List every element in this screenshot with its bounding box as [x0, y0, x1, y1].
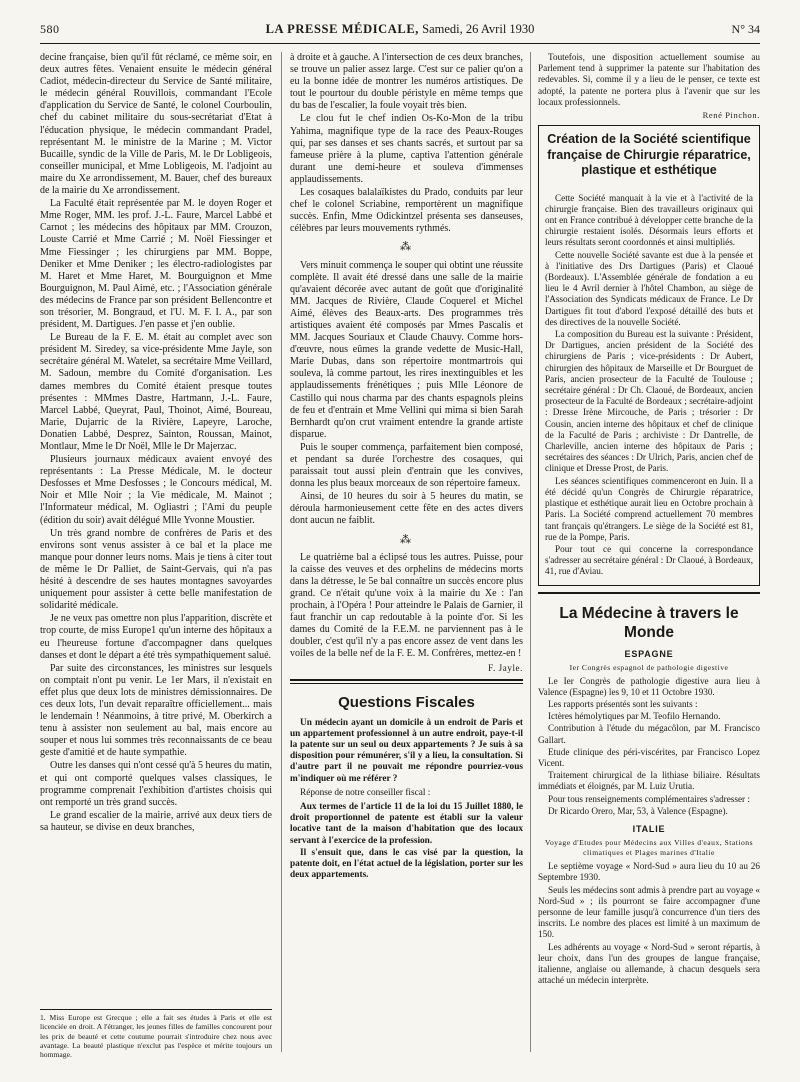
issue-number: N° 34	[731, 22, 760, 36]
section-rule	[538, 592, 760, 594]
col1-paragraph: Le Bureau de la F. E. M. était au complet avec son président M. Siredey, sa vice-présidente Mme Jayle, son secrétaire général M. Watelet, sa secrétaire Mme Veillard, M. Sadoun, membre du Comité d'organisation. Les dames membres du Comité étaient presque toutes présentes : MMmes Dastre, Hartmann, J.-L. Faure, Marcel Labbé, Queyrat, Paul, Thoinot, Aimé, Boureau, Marie, Dujarric de la Rivière, Lapeyre, Laroche, Donatien Labbé, Desprez, Sainton, Roussan, Mainot, Montlaur, Mme le Dr Noël, Mlle le Dr Majerzac.	[40, 332, 272, 452]
page-header	[40, 22, 760, 44]
spain-subheading: Ier Congrès espagnol de pathologie digestive	[569, 662, 729, 672]
country-heading-espagne: ESPAGNE	[624, 648, 674, 659]
column-rule-2	[530, 52, 531, 1052]
fiscal-answer: Aux termes de l'article 11 de la loi du 15 Juillet 1880, le droit proportionnel de patente est établi sur la valeur locative tant de la maison d'habitation que des locaux servant à l'exercice de la profession.	[290, 802, 523, 846]
col2-paragraph: Le clou fut le chef indien Os-Ko-Mon de la tribu Yahima, magnifique type de la race des Peaux-Rouges qui, par ses danses et ses chants sacrés, et surtout par sa fameuse prière à la plume, captiva l'attention générale durant une demi-heure et souleva d'immenses applaudissements.	[290, 113, 523, 185]
fiscal-question: Un médecin ayant un domicile à un endroit de Paris et un appartement professionnel à un autre endroit, paye-t-il la patente sur un seul ou deux appartements ? Je suis à sa disposition pour rémunérer, s'il y a lieu, la consultation. Si d'autre part il ne pouvait me répondre pourriez-vous m'indiquer où me référer ?	[290, 717, 523, 784]
col1-paragraph: La Faculté était représentée par M. le doyen Roger et Mme Roger, MM. les prof. J.-L. Faure, Marcel Labbé et Carnot ; les médecins des hôpitaux par MM. Crouzon, Louste Carrié et Mme Carrié ; M. Noël Fiessinger et Mme Fiessinger ; les chirurgiens par MM. Boppe, Deniker et Mme Deniker ; les électro-radiologistes par M. Haret et Mme Haret, M. Bourguignon et Mme Bourguignon, M. Paul Aimé, etc. ; l'Association générale des médecins de France par son président Bellencontre et son trésorier, M. Bongraud, et l'U. M. F. I. A., par son président, M. Dartigues. J'en passe et j'en oublie.	[40, 198, 272, 331]
questions-fiscales-section	[290, 718, 523, 882]
col2-paragraph: Ainsi, de 10 heures du soir à 5 heures du matin, se déroula harmonieusement cette fête en des actes divers dont aucun ne faiblit.	[290, 491, 523, 527]
col2-paragraph: à droite et à gauche. A l'intersection de ces deux branches, se trouve un palier assez large. C'est sur ce palier qu'on a eu la bonne idée de montrer les numéros artistiques. De tout le pourtour du double péristyle en même temps que du bas de l'escalier, la foule voyait très bien.	[290, 52, 523, 112]
italy-paragraph: Les adhérents au voyage « Nord-Sud » seront répartis, à leur choix, dans l'un des groupes de langue française, italienne, anglaise ou allemande, à chacun desquels sera attaché un médecin interprète.	[538, 941, 760, 986]
italy-paragraph: Le septième voyage « Nord-Sud » aura lieu du 10 au 26 Septembre 1930.	[538, 861, 760, 883]
societe-creation-title: Création de la Société scientifique française de Chirurgie réparatrice, plastique et esthétique	[547, 132, 751, 178]
col1-paragraph: decine française, bien qu'il fût réclamé, ce même soir, en deux autres fêtes. Venaient ensuite le médecin général Cadiot, médecin-directeur du Service de Santé militaire, le médecin général Rouvillois, commandant l'Ecole d'application du Service de Santé, le colonel Courboulin, chef du cabinet militaire du sous-secrétariat d'Etat à l'éducation physique, le médecin commandant Pradel, représentant M. le ministre de la Marine ; M. Victor Bucaille, syndic de la Ville de Paris, M. le Dr Lobligeois, conseiller municipal, et Mme Lobligeois, M. l'adjoint au maire du Xe arrondissement, M. Bauer, chef des bureaux de la mairie du Xe arrondissement.	[40, 52, 272, 197]
italy-section	[538, 861, 760, 986]
spain-paragraph: Pour tous renseignements complémentaires s'adresser :	[548, 793, 750, 804]
box-paragraph: Les séances scientifiques commenceront en Juin. Il a été décidé qu'un Congrès de Chirurgie réparatrice, plastique et esthétique aurait lieu en Octobre prochain à Paris. La Société comprend actuellement 70 membres tant français qu'étrangers. Le siège de la Société est 81, rue de la Pompe, Paris.	[545, 475, 753, 542]
col1-paragraph: Plusieurs journaux médicaux avaient envoyé des représentants : La Presse Médicale, M. le docteur Desfosses et Mme Desfosses ; le Concours médical, M. Noir et Mlle Noir ; la Vie médicale, M. Mainot ; l'Informateur médical, M. Ogliastri ; l'Ami du peuple (édition du soir) avait délégué Mlle Yvonne Moustier.	[40, 454, 272, 526]
spain-paragraph: Etude clinique des péri-viscérites, par Francisco Lopez Vicent.	[538, 746, 760, 769]
column-3	[538, 52, 760, 1052]
article-signature: F. Jayle.	[488, 662, 523, 673]
section-break-stars: ⁂	[400, 241, 413, 254]
col2-paragraph: Le quatrième bal a éclipsé tous les autres. Puisse, pour la caisse des veuves et des orphelins de médecins morts dans la détresse, le 5e bal connaître un succès encore plus grand. Ce n'était qu'une voix à la mairie du Xe : l'an prochain, à l'Opéra ! Pour atteindre le Palais de Garnier, il faut franchir un cap redoutable à la pointe d'or. Si les dames du Comité de la F.E.M. ne parviennent pas à le doubler, c'est qu'il n'y a pas encore assez de vent dans les voiles de la belle nef de la F. E. M. Confrères, mettez-en !	[290, 551, 523, 660]
fiscal-signature: René Pinchon.	[702, 110, 760, 121]
col2-paragraph: Puis le souper commença, parfaitement bien composé, et pendant sa durée l'orchestre des cosaques, qui paraissait tout aussi plein d'entrain que les convives, donna les plus beaux morceaux de son répertoire fameux.	[290, 441, 523, 490]
box-paragraph: Pour tout ce qui concerne la correspondance s'adresser au secrétaire général : Dr Claoué, à Bordeaux, 41, rue d'Aviau.	[545, 543, 753, 577]
medecine-monde-title: La Médecine à travers le Monde	[559, 604, 739, 641]
column-2	[290, 52, 523, 1052]
section-break-stars: ⁂	[400, 533, 413, 546]
fiscal-answer-intro: Réponse de notre conseiller fiscal :	[300, 787, 431, 798]
col1-paragraph: Outre les danses qui n'ont cessé qu'à 5 heures du matin, et qui ont comporté quelques valses classiques, le programme comprenait l'exhibition d'artistes choisis qui ont remporté un très grand succès.	[40, 760, 272, 808]
fiscal-continuation	[538, 52, 760, 108]
spain-paragraph: Dr Ricardo Orero, Mar, 53, à Valence (Espagne).	[548, 805, 728, 816]
spain-paragraph: Les rapports présentés sont les suivants :	[548, 699, 698, 710]
publication-date: Samedi, 26 Avril 1930	[422, 22, 535, 36]
section-rule	[290, 679, 523, 681]
italy-paragraph: Seuls les médecins sont admis à prendre part au voyage « Nord-Sud » ; ils pourront se faire accompagner d'une personne de leur famille jusqu'à concurrence d'un tiers des inscrits. Le nombre des places est limité à un maximum de 150.	[538, 884, 760, 940]
col1-paragraph: Je ne veux pas omettre non plus l'apparition, discrète et trop courte, de miss Europe1 qu'un interne des hôpitaux a eu l'heureuse fortune d'accompagner dans quelques danses et dont le départ a été très sympathiquement salué.	[40, 613, 272, 661]
spain-section	[538, 676, 760, 817]
col1-paragraph: Par suite des circonstances, les ministres sur lesquels on comptait n'ont pu venir. Le 1er Mars, il n'existait en effet plus que deux lots de ministres démissionnaires. De ces deux lots, l'un devait reparaître officiellement... mais le lendemain ! Néanmoins, à titre privé, M. Oberkirch a tenu à assister non seulement au bal, mais encore au souper et nous lui sommes très reconnaissants de ce beau geste d'amitié et de haute sympathie.	[40, 662, 272, 759]
spain-paragraph: Traitement chirurgical de la lithiase biliaire. Résultats immédiats et éloignés, par M. Luiz Urutia.	[538, 770, 760, 792]
box-paragraph: La composition du Bureau est la suivante : Président, Dr Dartigues, ancien président de la Société des chirurgiens de Paris ; vice-présidents : Dr Aubert, chirurgien des hôpitaux de Marseille et Dr Bourguet de Paris, ancien prosecteur de la Faculté de Toulouse ; secrétaire général : Dr Ch. Claoué, de Bordeaux, ancien prosecteur de la Faculté de Bordeaux ; secrétaire-adjoint : Dresse Irène Mircouche, de Paris ; trésorier : Dr Cousin, ancien interne des hôpitaux et chef de clinique de la Faculté de Paris ; archiviste : Dr Dantrelle, de Charleville, ancien interne des hôpitaux de Paris ; secrétaires des séances : Dr Ulrich, Paris, ancien chef de clinique et Dresse Prost, de Paris.	[545, 329, 753, 474]
fiscal-answer: Il s'ensuit que, dans le cas visé par la question, la patente doit, en l'état actuel de la législation, porter sur les deux appartements.	[290, 847, 523, 881]
box-paragraph: Cette nouvelle Société savante est due à la pensée et à l'initiative des Drs Dartigues (Paris) et Claoué (Bordeaux). L'Assemblée générale de fondation a eu lieu le 4 Avril dernier à l'hôtel Chambon, au siège de l'Association des Syndicats médicaux de France. Le Dr Dartigues fit tout d'abord l'exposé détaillé des buts et des directives de la nouvelle Société.	[545, 249, 753, 327]
column-1	[40, 52, 272, 1060]
col1-paragraph: Le grand escalier de la mairie, arrivé aux deux tiers de sa hauteur, se divise en deux branches,	[40, 809, 272, 833]
spain-paragraph: Le Ier Congrès de pathologie digestive aura lieu à Valence (Espagne) les 9, 10 et 11 Octobre 1930.	[538, 675, 760, 697]
spain-paragraph: Contribution à l'étude du mégacôlon, par M. Francisco Gallart.	[538, 723, 760, 745]
box-paragraph: Cette Société manquait à la vie et à l'activité de la chirurgie française. Bien des travailleurs originaux qui ont en France contribué à développer cette branche de la chirurgie restaient isolés. Désormais leurs efforts et leurs résultats seront coordonnés et ainsi multipliés.	[545, 192, 753, 248]
section-rule	[290, 683, 523, 684]
col2-paragraph: Vers minuit commença le souper qui obtint une réussite complète. Il avait été dressé dans une salle de la mairie qu'avaient décorée avec autant de goût que d'originalité MM. Jacques de Rivière, Claude Coquerel et Michel Aimé, élèves des Beaux-arts. Des programmes très artistiques avaient été composés par Mmes Pascalis et MM. Jacques Souriaux et Claude Chauvy. Comme hors-d'œuvre, nous eûmes la grande vedette de Music-Hall, Marie Dubas, dans son répertoire montmartrois qui souleva, là comme partout, les rires inextinguibles et les applaudissements frénétiques ; puis Mlle Léonore de Castillo qui nous charma par des chants espagnols pleins de feu et d'entrain et Mme Vellini qui mima si bien Sarah Bernhardt qu'on crut vraiment entendre la grande artiste disparue.	[290, 259, 523, 440]
questions-fiscales-title: Questions Fiscales	[338, 693, 475, 711]
col1-paragraph: Un très grand nombre de confrères de Paris et des environs sont venus assister à ce bal et la place me manque pour donner leurs noms. Mais je tiens à citer tout de même le Dr Palliet, de Saint-Gervais, qui n'a pas hésité à descendre de ses hautes montagnes savoyardes uniquement pour assister à cette belle manifestation de solidarité médicale.	[40, 527, 272, 612]
italy-subheading: Voyage d'Etudes pour Médecins aux Villes d'eaux, Stations climatiques et Plages marines d'Italie	[544, 838, 754, 858]
spain-paragraph: Ictères hémolytiques par M. Teofilo Hernando.	[548, 711, 721, 722]
country-heading-italie: ITALIE	[632, 824, 666, 835]
journal-name: LA PRESSE MÉDICALE,	[265, 22, 420, 36]
column-rule-1	[281, 52, 282, 1052]
footnote: 1. Miss Europe est Grecque ; elle a fait ses études à Paris et elle est licenciée en droit. A l'étranger, les jeunes filles de familles concourent pour les prix de beauté et cette coutume pourrait s'introduire chez nous avec avantage. La beauté plastique n'exclut pas l'espèce et mérite toujours un hommage.	[40, 1009, 272, 1059]
page-number: 580	[40, 22, 60, 36]
publication-title	[40, 22, 760, 37]
col3-paragraph: Toutefois, une disposition actuellement soumise au Parlement tend à supprimer la patente sur l'habitation des redevables. Si, comme il y a lieu de le penser, ce texte est adopté, la patente ne portera plus à l'avenir que sur les locaux professionnels.	[538, 52, 760, 107]
societe-creation-box	[538, 125, 760, 585]
col2-paragraph: Les cosaques balalaïkistes du Prado, conduits par leur chef le colonel Scriabine, remportèrent un magnifique succès. Enfin, Mme Odickintzel présenta ses danseuses, célèbres par leurs mouvements rythmés.	[290, 187, 523, 235]
